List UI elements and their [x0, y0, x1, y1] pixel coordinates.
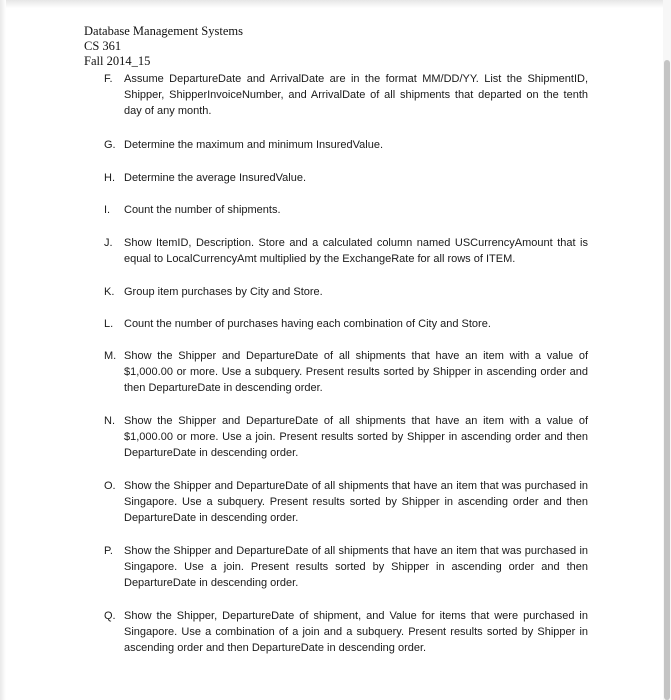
question-letter: I.	[104, 204, 111, 216]
question-item	[104, 235, 588, 267]
question-text: Count the number of purchases having each combination of City and Store.	[124, 318, 491, 330]
question-letter: M.	[104, 350, 117, 362]
question-text: Determine the maximum and minimum InsuredValue.	[124, 139, 384, 151]
question-letter: N.	[104, 415, 115, 427]
question-letter: J.	[104, 237, 113, 249]
question-item	[104, 316, 588, 332]
question-text: Show the Shipper and DepartureDate of all shipments that have an item that was purchased in Singapore. Use a subquery. Present results sorted by Shipper in ascending order and then DepartureDate in descending order.	[124, 480, 588, 524]
question-item	[104, 348, 588, 396]
question-item	[104, 71, 588, 119]
scrollbar-thumb[interactable]	[664, 60, 670, 700]
question-letter: P.	[104, 545, 113, 557]
question-item	[104, 202, 588, 218]
question-letter: G.	[104, 139, 116, 151]
page-left-edge	[0, 0, 6, 700]
document-header	[84, 24, 243, 69]
question-text: Show ItemID, Description. Store and a calculated column named USCurrencyAmount that is equal to LocalCurrencyAmt multiplied by the ExchangeRate for all rows of ITEM.	[124, 237, 588, 265]
question-letter: O.	[104, 480, 116, 492]
question-text: Count the number of shipments.	[124, 204, 281, 216]
vertical-scrollbar[interactable]	[663, 0, 671, 700]
course-title: Database Management Systems	[84, 24, 243, 38]
question-item	[104, 543, 588, 591]
question-item	[104, 608, 588, 656]
question-item	[104, 413, 588, 461]
question-item	[104, 284, 588, 300]
question-text: Assume DepartureDate and ArrivalDate are in the format MM/DD/YY. List the ShipmentID, Shipper, ShipperInvoiceNumber, and ArrivalDate of all shipments that departed on the tenth day of any month.	[124, 73, 588, 117]
term-label: Fall 2014_15	[84, 54, 151, 68]
question-text: Show the Shipper and DepartureDate of all shipments that have an item with a value of $1,000.00 or more. Use a join. Present results sorted by Shipper in ascending order and then DepartureDate in descending order.	[124, 415, 588, 459]
question-letter: Q.	[104, 610, 116, 622]
question-list	[104, 71, 588, 656]
question-text: Show the Shipper, DepartureDate of shipment, and Value for items that were purchased in Singapore. Use a combination of a join and a subquery. Present results sorted by Shipper in ascending order and then DepartureDate in descending order.	[124, 610, 588, 654]
course-code: CS 361	[84, 39, 122, 53]
page-top-edge	[0, 0, 671, 8]
question-letter: L.	[104, 318, 114, 330]
question-text: Group item purchases by City and Store.	[124, 286, 323, 298]
question-letter: F.	[104, 73, 113, 85]
question-item	[104, 170, 588, 186]
question-item	[104, 478, 588, 526]
question-letter: H.	[104, 172, 115, 184]
question-item	[104, 137, 588, 153]
question-letter: K.	[104, 286, 115, 298]
question-text: Determine the average InsuredValue.	[124, 172, 307, 184]
question-text: Show the Shipper and DepartureDate of all shipments that have an item that was purchased in Singapore. Use a join. Present results sorted by Shipper in ascending order and then DepartureDate in descending order.	[124, 545, 588, 589]
question-text: Show the Shipper and DepartureDate of all shipments that have an item with a value of $1,000.00 or more. Use a subquery. Present results sorted by Shipper in ascending order and then DepartureDate in descending order.	[124, 350, 588, 394]
